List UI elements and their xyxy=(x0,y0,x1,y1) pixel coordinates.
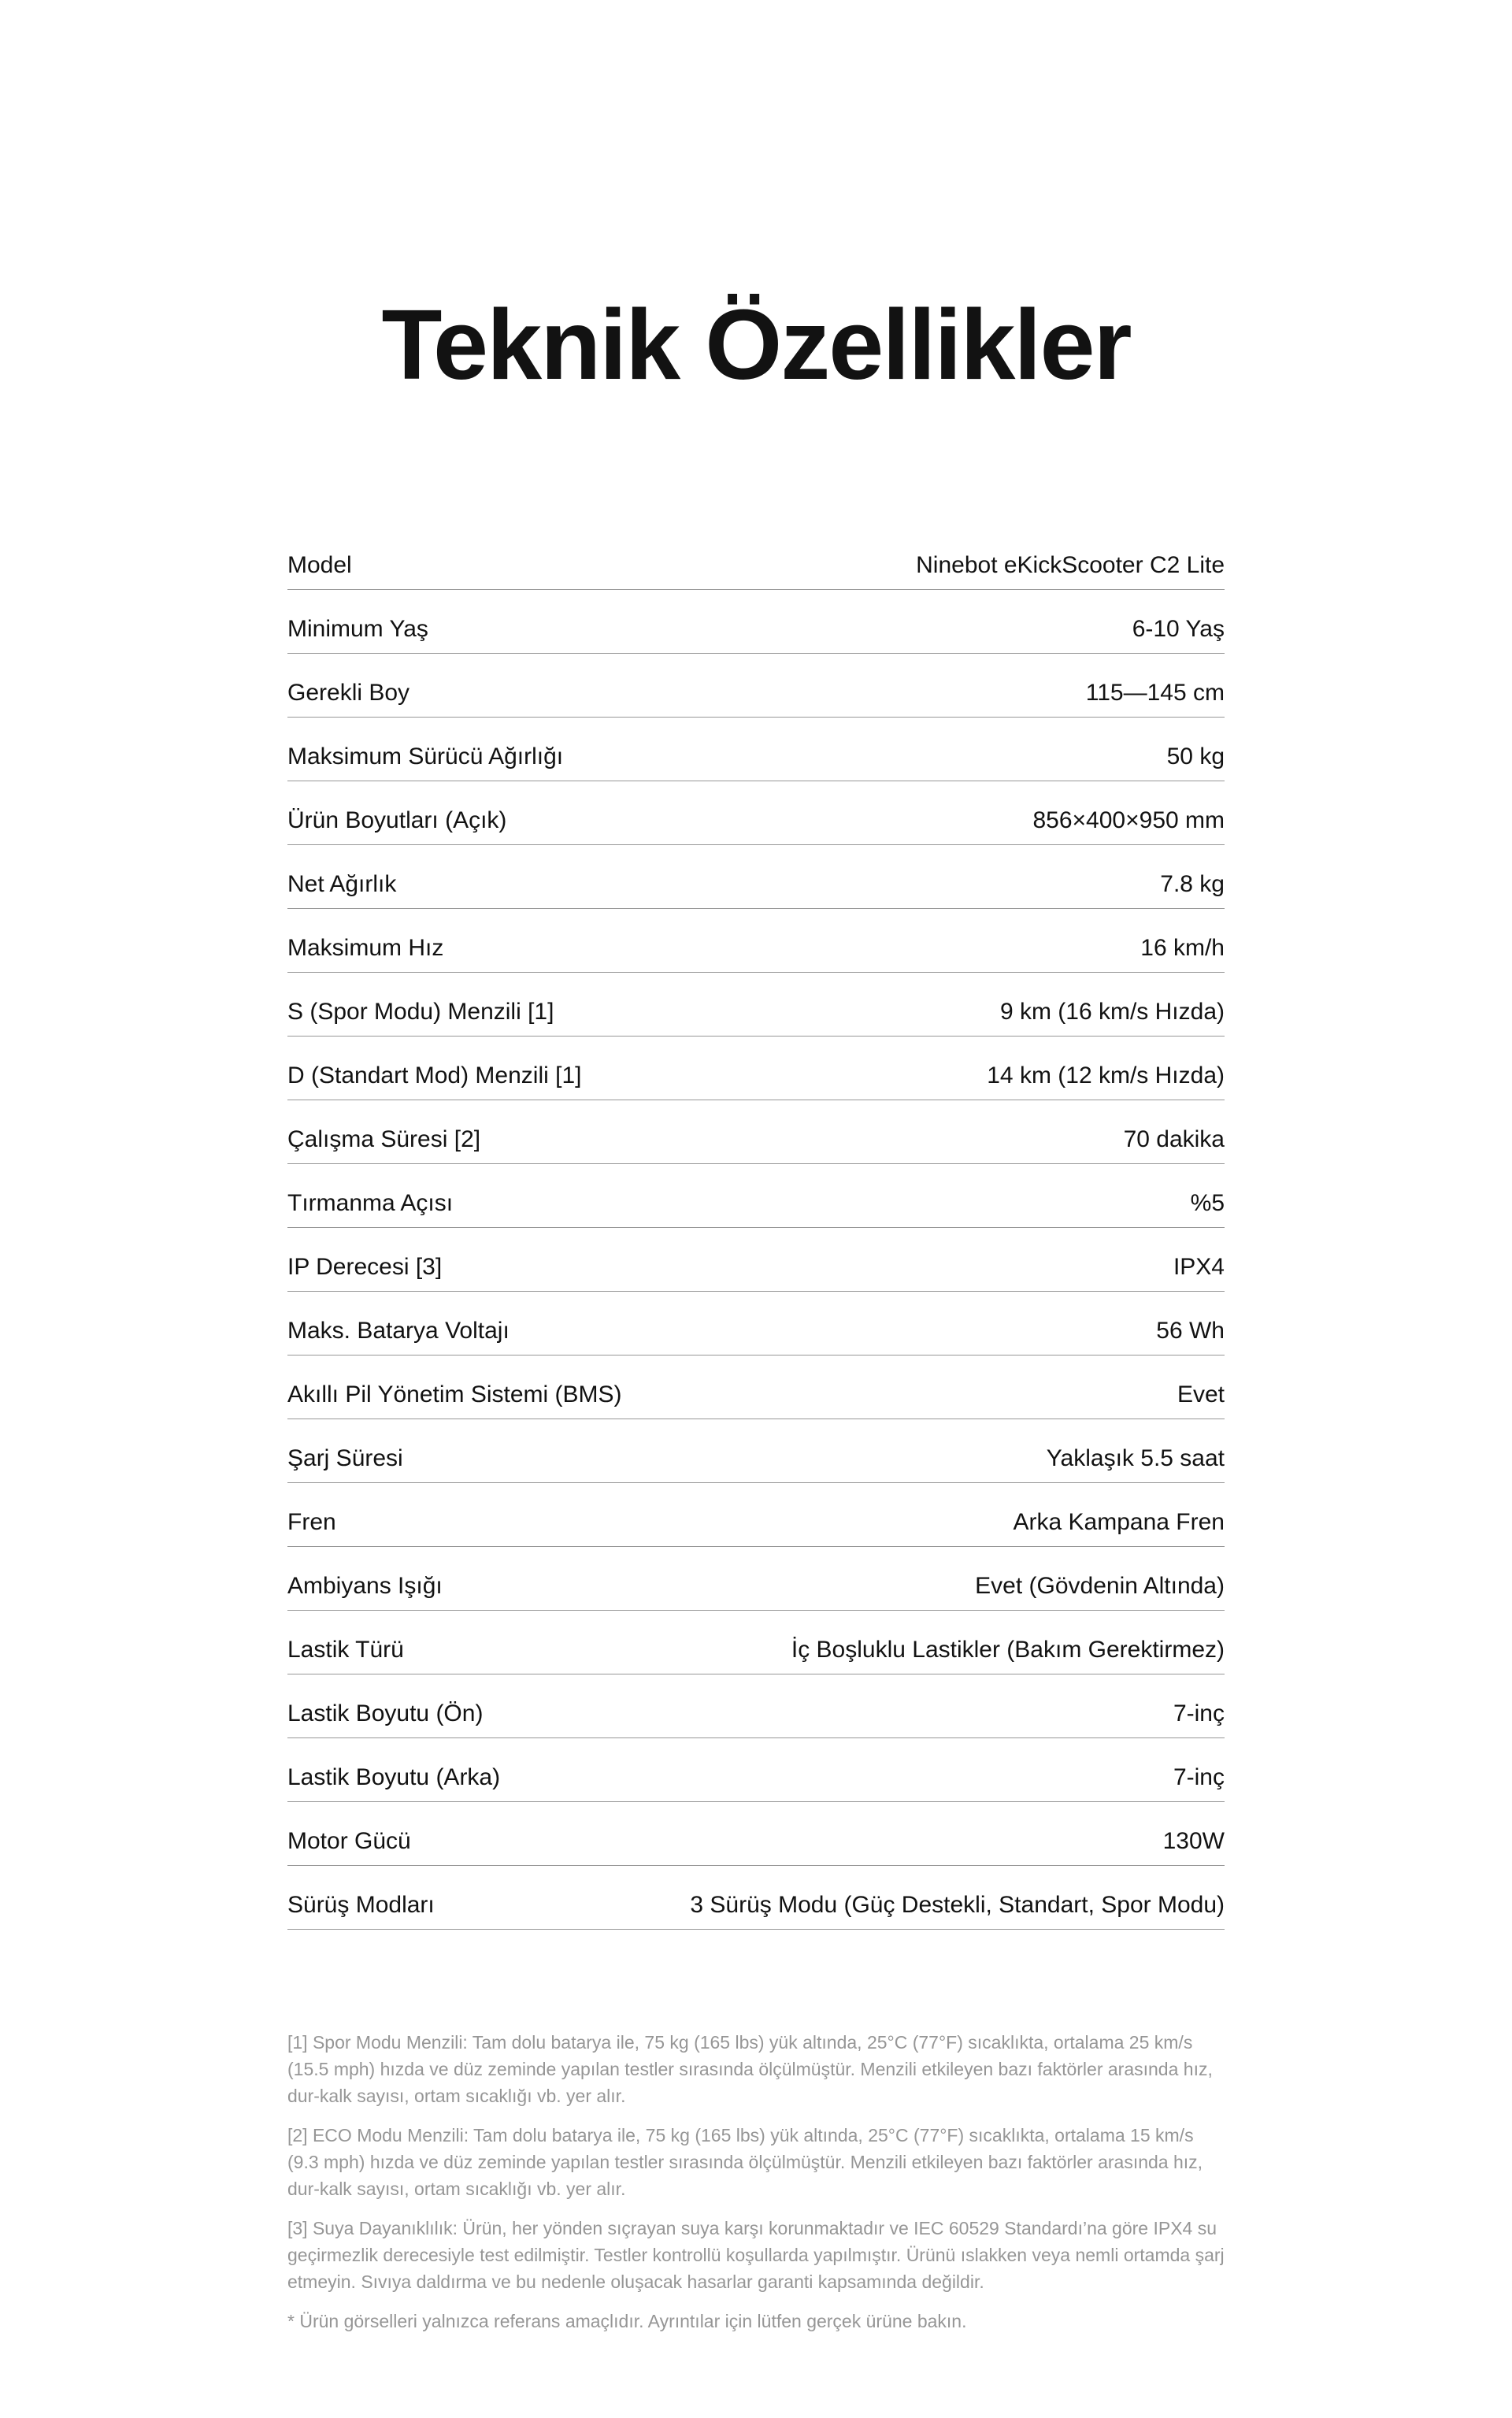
spec-label: Tırmanma Açısı xyxy=(287,1190,454,1216)
spec-row xyxy=(287,909,1225,973)
spec-value: IPX4 xyxy=(1173,1254,1225,1280)
spec-label: Lastik Türü xyxy=(287,1637,404,1663)
spec-value: 70 dakika xyxy=(1123,1126,1225,1152)
spec-label: Maksimum Hız xyxy=(287,935,444,961)
spec-value: Yaklaşık 5.5 saat xyxy=(1046,1445,1225,1471)
spec-row xyxy=(287,590,1225,654)
spec-value: 56 Wh xyxy=(1156,1318,1225,1344)
spec-label: Ürün Boyutları (Açık) xyxy=(287,807,507,833)
spec-label: Model xyxy=(287,552,352,578)
footnote: [1] Spor Modu Menzili: Tam dolu batarya ile, 75 kg (165 lbs) yük altında, 25°C (77°F) sıcaklıkta, ortalama 25 km/s (15.5 mph) hızda ve düz zeminde yapılan testler sırasında ölçülmüştür. Menzili etkileyen bazı faktörler arasında hız, dur-kalk sayısı, ortam sıcaklığı vb. yer alır. xyxy=(287,2032,1213,2106)
spec-row xyxy=(287,1228,1225,1292)
spec-row xyxy=(287,973,1225,1037)
spec-label: Fren xyxy=(287,1509,336,1535)
spec-row xyxy=(287,1037,1225,1100)
spec-row xyxy=(287,1292,1225,1355)
spec-row xyxy=(287,781,1225,845)
spec-label: Lastik Boyutu (Arka) xyxy=(287,1764,501,1790)
spec-value: 3 Sürüş Modu (Güç Destekli, Standart, Spor Modu) xyxy=(690,1892,1225,1918)
footnote: [2] ECO Modu Menzili: Tam dolu batarya ile, 75 kg (165 lbs) yük altında, 25°C (77°F) sıcaklıkta, ortalama 15 km/s (9.3 mph) hızda ve düz zeminde yapılan testler sırasında ölçülmüştür. Menzili etkileyen bazı faktörler arasında hız, dur-kalk sayısı, ortam sıcaklığı vb. yer alır. xyxy=(287,2125,1203,2199)
spec-label: Gerekli Boy xyxy=(287,680,410,706)
spec-row xyxy=(287,1100,1225,1164)
spec-row xyxy=(287,1164,1225,1228)
spec-value: 7-inç xyxy=(1173,1764,1225,1790)
spec-value: Evet (Gövdenin Altında) xyxy=(975,1573,1225,1599)
spec-label: Maks. Batarya Voltajı xyxy=(287,1318,510,1344)
spec-value: 16 km/h xyxy=(1140,935,1225,961)
spec-table xyxy=(287,526,1225,1930)
spec-value: 856×400×950 mm xyxy=(1032,807,1225,833)
spec-value: Arka Kampana Fren xyxy=(1013,1509,1225,1535)
spec-row xyxy=(287,1547,1225,1611)
image-disclaimer: * Ürün görselleri yalnızca referans amaçlıdır. Ayrıntılar için lütfen gerçek ürüne bakın. xyxy=(287,2311,967,2331)
spec-value: 14 km (12 km/s Hızda) xyxy=(987,1063,1225,1088)
spec-label: Lastik Boyutu (Ön) xyxy=(287,1700,484,1726)
spec-value: 6-10 Yaş xyxy=(1132,616,1225,642)
spec-row xyxy=(287,1483,1225,1547)
spec-value: 50 kg xyxy=(1166,744,1225,770)
spec-label: Şarj Süresi xyxy=(287,1445,403,1471)
spec-label: Net Ağırlık xyxy=(287,871,397,897)
spec-row xyxy=(287,526,1225,590)
spec-row xyxy=(287,845,1225,909)
spec-value: 115—145 cm xyxy=(1085,680,1225,706)
spec-row xyxy=(287,1419,1225,1483)
spec-value: 7-inç xyxy=(1173,1700,1225,1726)
spec-label: D (Standart Mod) Menzili [1] xyxy=(287,1063,582,1088)
spec-label: Minimum Yaş xyxy=(287,616,428,642)
spec-label: Çalışma Süresi [2] xyxy=(287,1126,481,1152)
spec-value: Ninebot eKickScooter C2 Lite xyxy=(916,552,1225,578)
spec-row xyxy=(287,1866,1225,1930)
spec-row xyxy=(287,1611,1225,1674)
spec-value: İç Boşluklu Lastikler (Bakım Gerektirmez) xyxy=(791,1637,1225,1663)
spec-value: 9 km (16 km/s Hızda) xyxy=(999,999,1225,1025)
spec-page xyxy=(287,0,1225,2404)
spec-row xyxy=(287,1802,1225,1866)
spec-row xyxy=(287,1355,1225,1419)
page-title: Teknik Özellikler xyxy=(381,289,1131,400)
spec-value: %5 xyxy=(1190,1190,1225,1216)
spec-row xyxy=(287,1738,1225,1802)
footnote: [3] Suya Dayanıklılık: Ürün, her yönden sıçrayan suya karşı korunmaktadır ve IEC 60529 Standardı’na göre IPX4 su geçirmezlik derecesiyle test edilmiştir. Testler kontrollü koşullarda yapılmıştır. Ürünü ıslakken veya nemli ortamda şarj etmeyin. Sıvıya daldırma ve bu nedenle oluşacak hasarlar garanti kapsamında değildir. xyxy=(287,2218,1225,2292)
spec-label: Ambiyans Işığı xyxy=(287,1573,443,1599)
spec-label: S (Spor Modu) Menzili [1] xyxy=(287,999,554,1025)
spec-row xyxy=(287,1674,1225,1738)
spec-label: IP Derecesi [3] xyxy=(287,1254,443,1280)
spec-row xyxy=(287,654,1225,718)
spec-row xyxy=(287,718,1225,781)
spec-label: Sürüş Modları xyxy=(287,1892,435,1918)
spec-label: Maksimum Sürücü Ağırlığı xyxy=(287,744,564,770)
spec-value: Evet xyxy=(1177,1381,1225,1407)
spec-value: 7.8 kg xyxy=(1160,871,1225,897)
spec-label: Akıllı Pil Yönetim Sistemi (BMS) xyxy=(287,1381,622,1407)
spec-value: 130W xyxy=(1162,1828,1225,1854)
footnotes-section xyxy=(287,2029,1225,2335)
spec-label: Motor Gücü xyxy=(287,1828,411,1854)
